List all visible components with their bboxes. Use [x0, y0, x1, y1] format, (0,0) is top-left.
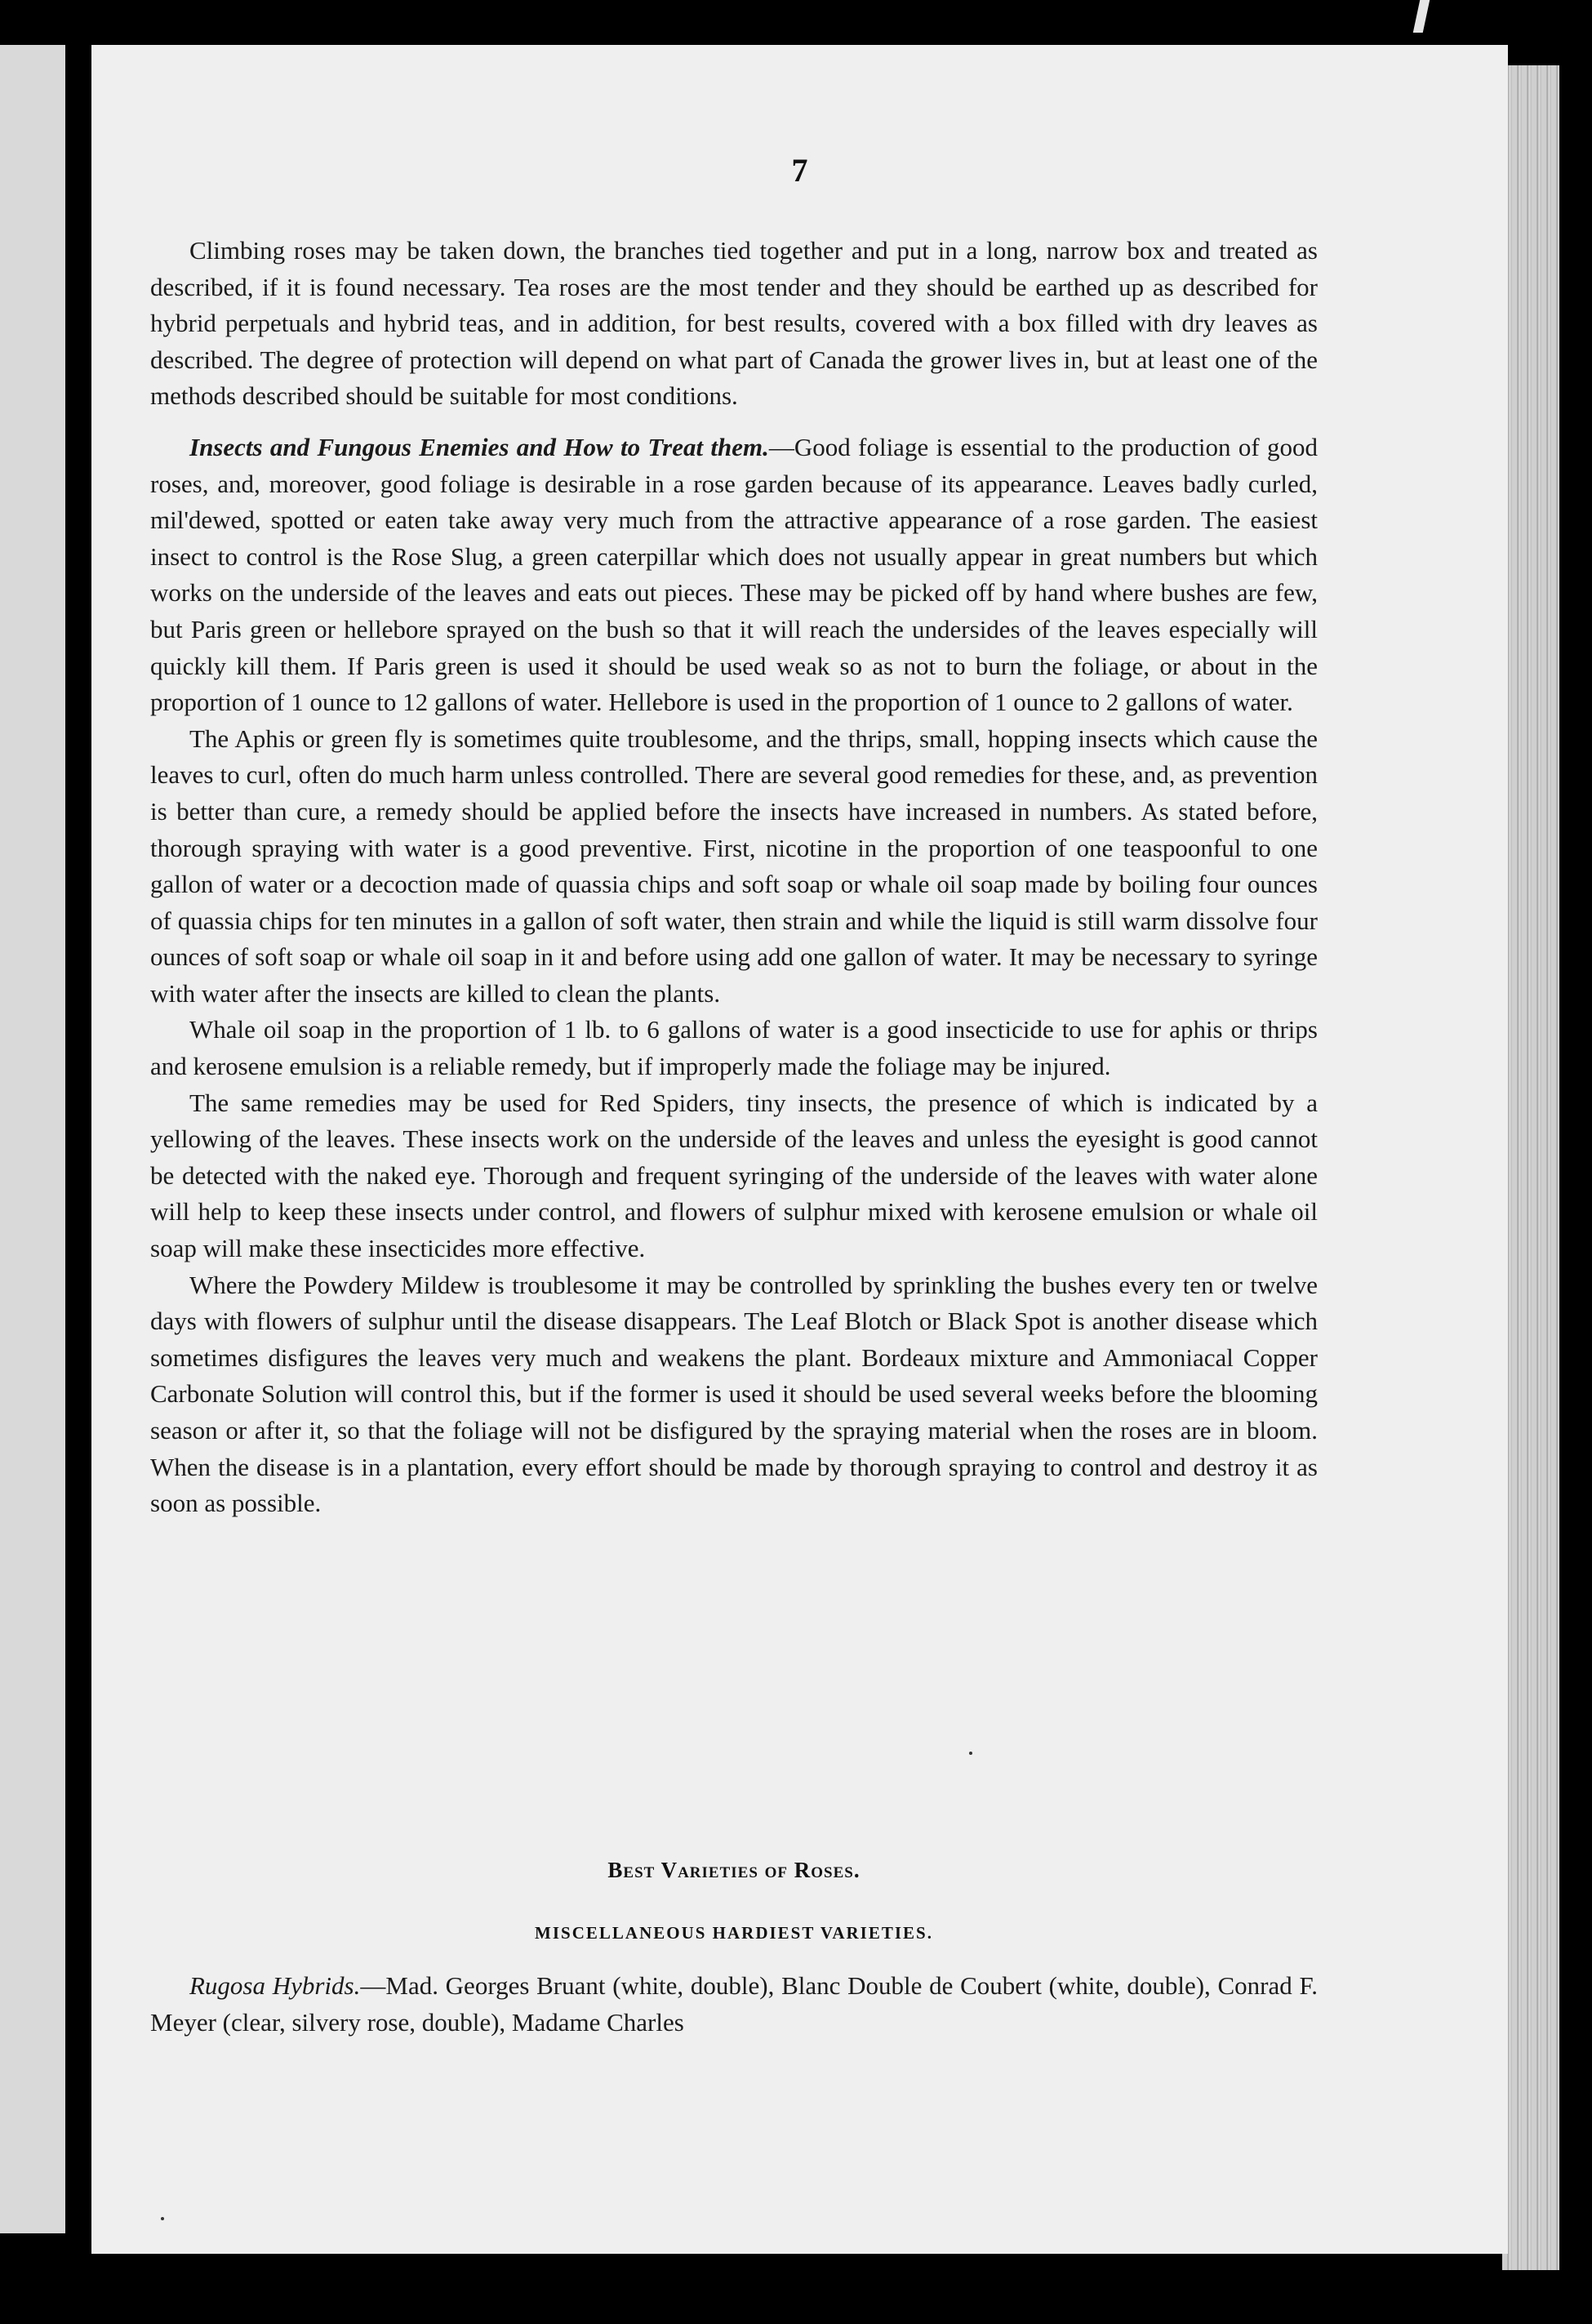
paragraph-climbing-roses: [150, 233, 1318, 415]
paragraph-text: Whale oil soap in the proportion of 1 lb. to 6 gallons of water is a good insecticide to use for aphis or thrips and kerosene emulsion is a reliable remedy, but if improperly made the foliage may be injured.: [150, 1015, 1318, 1081]
book-page: [91, 45, 1508, 2254]
previous-page-edge: [0, 45, 65, 2233]
speck-mark: [161, 2217, 164, 2220]
speck-mark: [969, 1752, 972, 1755]
rugosa-hybrids-paragraph: [150, 1968, 1318, 2041]
paragraph-whale-oil-soap: [150, 1012, 1318, 1084]
paragraph-text: —Mad. Georges Bruant (white, double), Blanc Double de Coubert (white, double), Conrad F. Meyer (clear, silvery rose, double), Madame Charles: [150, 1971, 1318, 2037]
stacked-page-edges: [1502, 65, 1559, 2270]
body-text: [150, 233, 1318, 1522]
paragraph-rugosa: [150, 1968, 1318, 2041]
corner-mark: [1413, 0, 1430, 33]
paragraph-text: Where the Powdery Mildew is troublesome it may be controlled by sprinkling the bushes every ten or twelve days with flowers of sulphur until the disease disappears. The Leaf Blotch or Black Spot is another disease which sometimes disfigures the leaves very much and weakens the plant. Bordeaux mixture and Ammoniacal Copper Carbonate Solution will control this, but if the former is used it should be used several weeks before the blooming season or after it, so that the foliage will not be disfigured by the spraying material when the roses are in bloom. When the disease is in a plantation, every effort should be made by thorough spraying to control and destroy it as soon as possible.: [150, 1270, 1318, 1518]
paragraph-text: —Good foliage is essential to the production of good roses, and, moreover, good foliage is desirable in a rose garden because of its appearance. Leaves badly curled, mil'dewed, spotted or eaten take away very much from the attractive appearance of a rose garden. The easiest insect to control is the Rose Slug, a green caterpillar which does not usually appear in great numbers but which works on the underside of the leaves and eats out pieces. These may be picked off by hand where bushes are few, but Paris green or hellebore sprayed on the bush so that it will reach the undersides of the leaves especially will quickly kill them. If Paris green is used it should be used weak so as not to burn the foliage, or about in the proportion of 1 ounce to 12 gallons of water. Hellebore is used in the proportion of 1 ounce to 2 gallons of water.: [150, 432, 1318, 717]
paragraph-text: Climbing roses may be taken down, the branches tied together and put in a long, narrow box and treated as described, if it is found necessary. Tea roses are the most tender and they should be earthed up as described for hybrid perpetuals and hybrid teas, and in addition, for best results, covered with a box filled with dry leaves as described. The degree of protection will depend on what part of Canada the grower lives in, but at least one of the methods described should be suitable for most conditions.: [150, 236, 1318, 411]
run-in-heading-rugosa: Rugosa Hybrids.: [189, 1971, 361, 2000]
paragraph-text: The Aphis or green fly is sometimes quite troublesome, and the thrips, small, hopping insects which cause the leaves to curl, often do much harm unless controlled. There are several good remedies for these, and, as prevention is better than cure, a remedy should be applied before the insects have increased in numbers. As stated before, thorough spraying with water is a good preventive. First, nicotine in the proportion of one teaspoonful to one gallon of water or a decoction made of quassia chips and soft soap or whale oil soap made by boiling four ounces of quassia chips for ten minutes in a gallon of soft water, then strain and while the liquid is still warm dissolve four ounces of soft soap or whale oil soap in it and before using add one gallon of water. It may be necessary to syringe with water after the insects are killed to clean the plants.: [150, 723, 1318, 1008]
paragraph-insects: [150, 430, 1318, 721]
paragraph-red-spiders: [150, 1085, 1318, 1267]
section-heading: Best Varieties of Roses.: [607, 1858, 860, 1882]
paragraph-text: The same remedies may be used for Red Spiders, tiny insects, the presence of which is indicated by a yellowing of the leaves. These insects work on the underside of the leaves and unless the eyesight is good cannot be detected with the naked eye. Thorough and frequent syringing of the underside of the leaves with water alone will help to keep these insects under control, and flowers of sulphur mixed with kerosene emulsion or whale oil soap will make these insecticides more effective.: [150, 1088, 1318, 1263]
paragraph-aphis: [150, 721, 1318, 1013]
page-number: 7: [791, 152, 808, 189]
paragraph-powdery-mildew: [150, 1267, 1318, 1522]
sub-heading: MISCELLANEOUS HARDIEST VARIETIES.: [535, 1923, 933, 1943]
run-in-heading-insects: Insects and Fungous Enemies and How to Treat them.: [189, 432, 769, 461]
